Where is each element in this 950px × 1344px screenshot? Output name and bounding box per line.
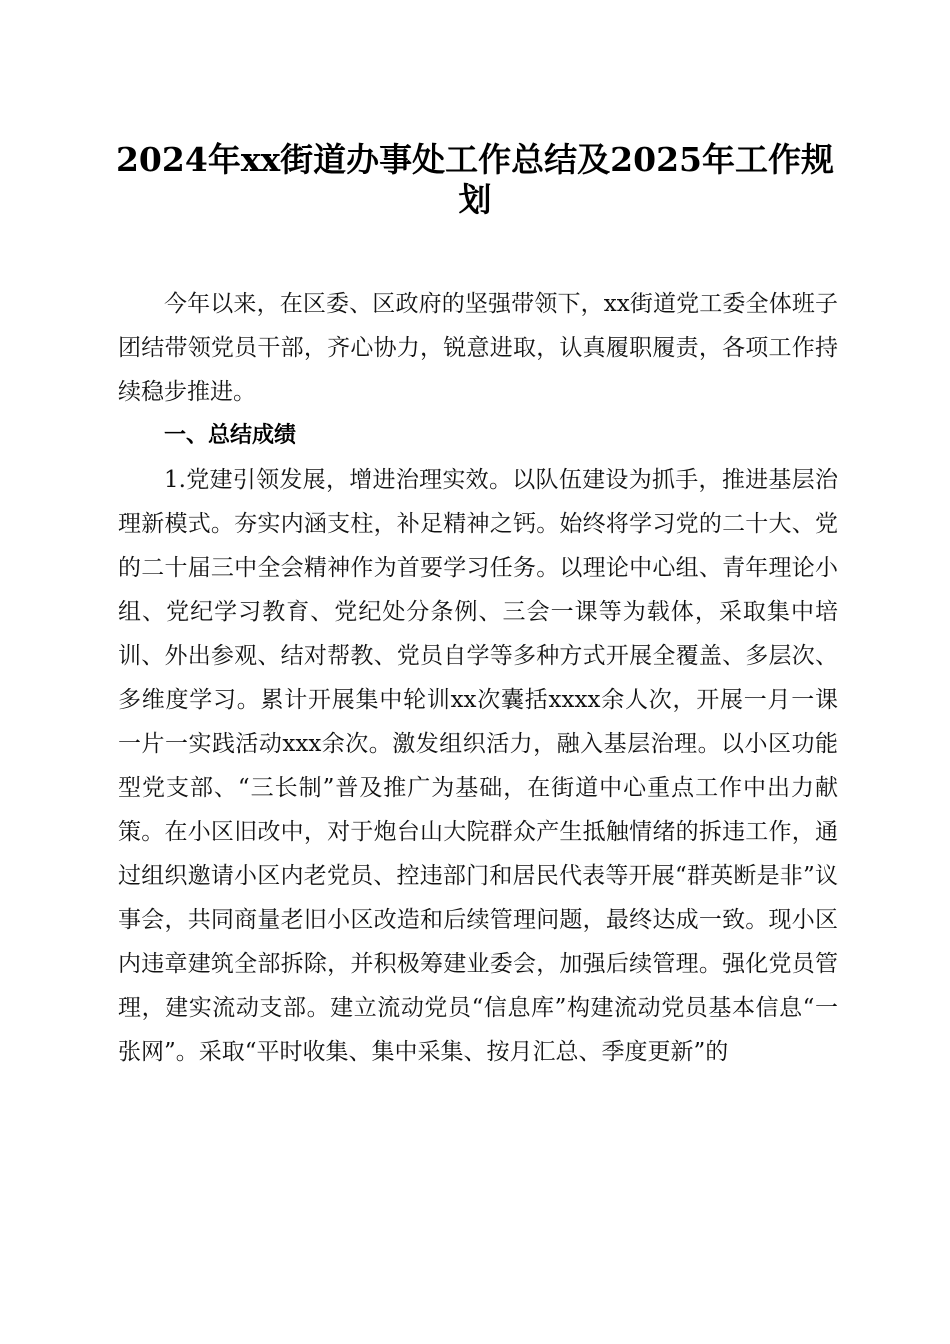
document-title: 2024年xx街道办事处工作总结及2025年工作规划: [115, 140, 835, 219]
document-body: [118, 282, 838, 1074]
section-heading: 一、总结成绩: [164, 423, 297, 448]
section-paragraph: 1.党建引领发展，增进治理实效。以队伍建设为抓手，推进基层治理新模式。夯实内涵支柱，补足精神之钙。始终将学习党的二十大、党的二十届三中全会精神作为首要学习任务。以理论中心组、青年理论小组、党纪学习教育、党纪处分条例、三会一课等为载体，采取集中培训、外出参观、结对帮教、党员自学等多种方式开展全覆盖、多层次、多维度学习。累计开展集中轮训xx次囊括xxxx余人次，开展一月一课一片一实践活动xxx余次。激发组织活力，融入基层治理。以小区功能型党支部、“三长制”普及推广为基础，在街道中心重点工作中出力献策。在小区旧改中，对于炮台山大院群众产生抵触情绪的拆违工作，通过组织邀请小区内老党员、控违部门和居民代表等开展“群英断是非”议事会，共同商量老旧小区改造和后续管理问题，最终达成一致。现小区内违章建筑全部拆除，并积极筹建业委会，加强后续管理。强化党员管理，建实流动支部。建立流动党员“信息库”构建流动党员基本信息“一张网”。采取“平时收集、集中采集、按月汇总、季度更新”的: [118, 467, 838, 1065]
intro-paragraph: 今年以来，在区委、区政府的坚强带领下，xx街道党工委全体班子团结带领党员干部，齐心协力，锐意进取，认真履职履责，各项工作持续稳步推进。: [118, 291, 838, 405]
